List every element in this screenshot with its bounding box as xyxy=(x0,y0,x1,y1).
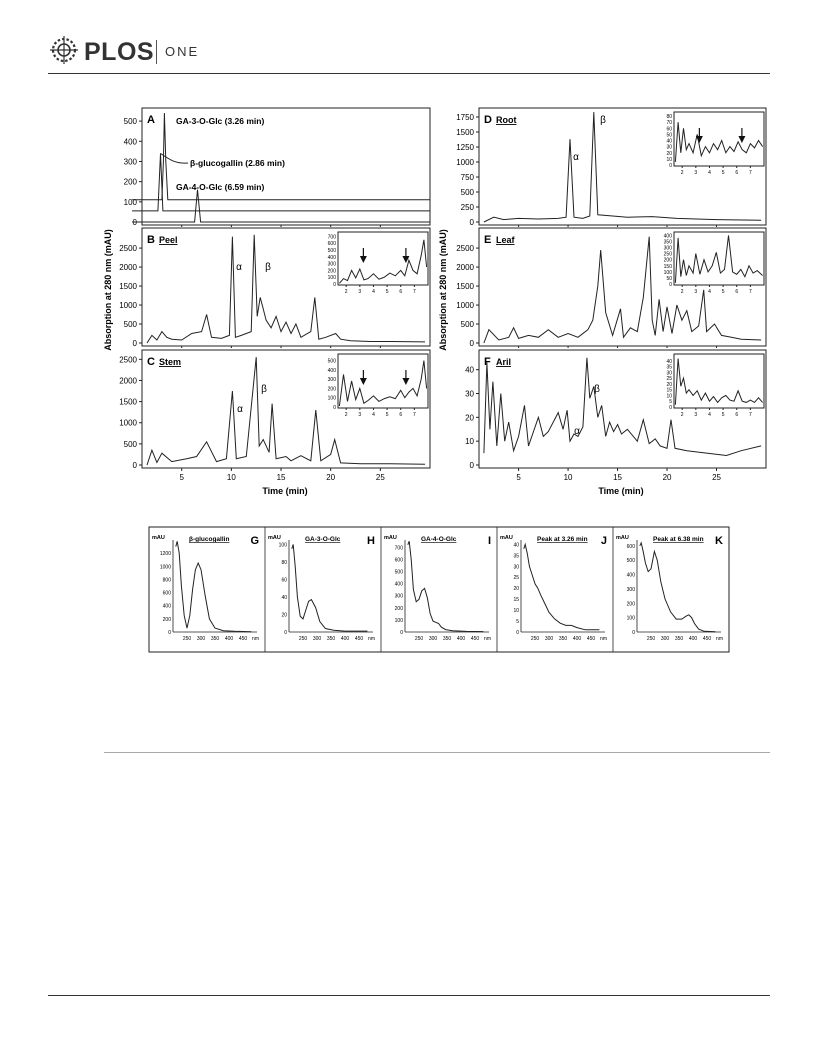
inset-x-tick-label: 4 xyxy=(372,289,375,295)
chromatogram-panel-b xyxy=(119,228,430,348)
inset-x-tick-label: 3 xyxy=(694,289,698,295)
uv-x-tick-label: 250 xyxy=(646,636,656,642)
inset-x-tick-label: 3 xyxy=(358,412,362,418)
inset-y-tick-label: 0 xyxy=(669,282,672,288)
uv-x-tick-label: 350 xyxy=(558,636,568,642)
uv-spectrum-line xyxy=(176,541,252,631)
alpha-label: α xyxy=(573,152,579,163)
inset-x-tick-label: 6 xyxy=(735,289,739,295)
inset-y-tick-label: 600 xyxy=(327,241,336,248)
arrow-down-icon xyxy=(360,370,367,385)
uv-y-tick-label: 100 xyxy=(626,615,635,622)
x-tick-label: 5 xyxy=(516,473,521,482)
uv-y-tick-label: 300 xyxy=(626,586,635,593)
arrow-head xyxy=(360,256,367,263)
uv-y-tick-label: 600 xyxy=(626,543,635,550)
inset-x-tick-label: 5 xyxy=(721,289,725,295)
uv-y-tick-label: 40 xyxy=(513,542,519,549)
inset-x-tick-label: 7 xyxy=(412,289,416,295)
inset-y-tick-label: 0 xyxy=(669,163,672,169)
y-tick-label: 1750 xyxy=(456,113,474,122)
y-tick-label: 500 xyxy=(460,188,474,197)
arrow-head xyxy=(738,136,745,143)
uv-panel-title: GA-4-O-Glc xyxy=(421,536,457,543)
x-tick-label: 10 xyxy=(563,473,573,482)
alpha-label: α xyxy=(574,426,580,437)
inset-y-tick-label: 40 xyxy=(666,358,672,365)
chromatogram-panel-d xyxy=(456,108,766,227)
x-tick-label: 5 xyxy=(179,473,184,482)
x-tick-label: 20 xyxy=(326,473,336,482)
y-tick-label: 30 xyxy=(465,389,474,399)
uv-x-tick-label: 350 xyxy=(210,636,220,642)
uv-x-tick-label: 450 xyxy=(470,636,480,642)
inset-y-tick-label: 500 xyxy=(327,358,336,365)
uv-x-tick-label: 400 xyxy=(572,636,582,642)
inset-y-tick-label: 10 xyxy=(666,156,672,163)
uv-y-tick-label: 0 xyxy=(400,630,403,636)
series-line xyxy=(484,237,761,343)
alpha-label: α xyxy=(236,262,242,273)
peak-annotation: β-glucogallin (2.86 min) xyxy=(190,158,285,168)
x-tick-label: 15 xyxy=(276,473,286,482)
inset-y-tick-label: 100 xyxy=(663,269,672,276)
y-tick-label: 750 xyxy=(460,173,474,182)
uv-y-tick-label: 500 xyxy=(626,558,635,565)
uv-y-tick-label: 35 xyxy=(513,553,519,560)
uv-x-tick-label: 400 xyxy=(224,636,234,642)
inset-x-tick-label: 6 xyxy=(735,412,739,418)
x-tick-label: 10 xyxy=(226,473,236,482)
arrow-down-icon xyxy=(360,248,367,263)
arrow-head xyxy=(402,378,409,385)
y-tick-label: 40 xyxy=(465,365,474,375)
inset-x-tick-label: 2 xyxy=(344,412,348,418)
y-tick-label: 1000 xyxy=(456,158,474,167)
uv-panel-letter: G xyxy=(250,535,259,547)
inset-x-tick-label: 2 xyxy=(680,170,684,176)
inset-e xyxy=(664,232,764,295)
inset-f xyxy=(666,354,764,418)
uv-y-tick-label: 700 xyxy=(394,545,403,552)
peak-annotation: GA-3-O-Glc (3.26 min) xyxy=(176,116,265,126)
inset-y-tick-label: 80 xyxy=(666,114,672,121)
inset-y-tick-label: 250 xyxy=(663,251,672,258)
uv-x-tick-label: 300 xyxy=(660,636,670,642)
inset-x-tick-label: 3 xyxy=(694,412,698,418)
inset-y-tick-label: 200 xyxy=(663,257,672,264)
inset-x-tick-label: 4 xyxy=(372,412,375,418)
uv-panel-title: Peak at 6.38 min xyxy=(653,536,704,543)
inset-x-tick-label: 7 xyxy=(748,412,752,418)
uv-y-tick-label: 1000 xyxy=(159,564,171,571)
uv-panel-i xyxy=(381,527,491,652)
inset-y-tick-label: 35 xyxy=(666,364,672,371)
uv-nm-label: nm xyxy=(600,636,607,642)
uv-spectrum-line xyxy=(524,544,600,629)
inset-y-tick-label: 15 xyxy=(666,387,672,394)
uv-y-tick-label: 1200 xyxy=(159,551,171,558)
chromatogram-panel-c xyxy=(119,350,430,482)
inset-x-tick-label: 6 xyxy=(399,412,403,418)
arrow-head xyxy=(360,378,367,385)
y-tick-label: 2500 xyxy=(456,244,474,254)
panel-letter: C xyxy=(147,356,155,368)
y-axis-label-right: Absorption at 280 nm (mAU) xyxy=(438,229,448,351)
inset-y-tick-label: 100 xyxy=(327,395,336,402)
inset-frame xyxy=(338,232,428,285)
uv-x-tick-label: 250 xyxy=(182,636,192,642)
y-tick-label: 1250 xyxy=(456,143,474,152)
y-tick-label: 200 xyxy=(123,177,137,187)
uv-y-tick-label: 20 xyxy=(281,612,287,619)
x-axis-label-right: Time (min) xyxy=(598,486,644,496)
inset-x-tick-label: 7 xyxy=(748,289,752,295)
inset-series-line xyxy=(675,235,762,282)
uv-y-tick-label: 30 xyxy=(513,564,519,571)
uv-x-tick-label: 450 xyxy=(702,636,712,642)
y-tick-label: 0 xyxy=(132,218,137,227)
inset-y-tick-label: 50 xyxy=(666,132,672,139)
inset-y-tick-label: 25 xyxy=(666,376,672,383)
inset-y-tick-label: 30 xyxy=(666,144,672,151)
uv-panel-letter: J xyxy=(600,535,607,547)
beta-label: β xyxy=(594,384,600,395)
uv-y-tick-label: 300 xyxy=(394,593,403,600)
uv-x-tick-label: 450 xyxy=(354,636,364,642)
uv-x-tick-label: 400 xyxy=(456,636,466,642)
y-tick-label: 500 xyxy=(123,320,137,330)
uv-panel-h xyxy=(265,527,375,652)
uv-y-tick-label: 20 xyxy=(513,586,519,593)
uv-panel-title: β-glucogallin xyxy=(189,536,230,543)
uv-y-tick-label: 5 xyxy=(516,619,519,626)
peak-annotation: GA-4-O-Glc (6.59 min) xyxy=(176,182,265,192)
y-tick-label: 0 xyxy=(469,218,474,227)
inset-x-tick-label: 5 xyxy=(385,412,389,418)
uv-x-tick-label: 300 xyxy=(196,636,206,642)
uv-x-tick-label: 450 xyxy=(586,636,596,642)
uv-panel-letter: K xyxy=(715,535,723,547)
inset-y-tick-label: 100 xyxy=(327,275,336,282)
uv-nm-label: nm xyxy=(716,636,723,642)
y-tick-label: 1500 xyxy=(119,397,137,407)
uv-panel-letter: I xyxy=(487,535,491,547)
journal-logo: PLOS xyxy=(84,38,155,66)
inset-y-tick-label: 20 xyxy=(666,381,672,388)
arrow-head xyxy=(696,136,703,143)
inset-y-tick-label: 0 xyxy=(333,282,336,288)
inset-x-tick-label: 4 xyxy=(708,170,711,176)
uv-y-tick-label: 400 xyxy=(626,572,635,579)
inset-y-tick-label: 300 xyxy=(327,261,336,268)
inset-y-tick-label: 30 xyxy=(666,370,672,377)
y-tick-label: 300 xyxy=(123,157,137,167)
uv-x-tick-label: 250 xyxy=(530,636,540,642)
chromatogram-panel-e xyxy=(456,228,766,348)
y-tick-label: 400 xyxy=(123,137,137,147)
uv-y-tick-label: 100 xyxy=(394,617,403,624)
uv-y-tick-label: 600 xyxy=(394,557,403,564)
uv-nm-label: nm xyxy=(484,636,491,642)
y-tick-label: 1500 xyxy=(119,282,137,292)
uv-y-tick-label: 15 xyxy=(513,597,519,604)
uv-y-tick-label: 10 xyxy=(513,608,519,615)
inset-x-tick-label: 4 xyxy=(708,289,711,295)
inset-b xyxy=(328,232,428,295)
panel-letter: A xyxy=(147,114,155,126)
panel-title: Stem xyxy=(159,357,182,367)
inset-y-tick-label: 500 xyxy=(327,248,336,254)
uv-y-tick-label: 400 xyxy=(394,581,403,588)
inset-series-line xyxy=(339,240,426,283)
uv-panel-title: GA-3-O-Glc xyxy=(305,536,341,543)
uv-nm-label: nm xyxy=(368,636,375,642)
panel-letter: E xyxy=(484,234,492,246)
chromatogram-panel-a xyxy=(124,108,430,227)
inset-y-tick-label: 200 xyxy=(327,268,336,275)
inset-x-tick-label: 5 xyxy=(721,412,725,418)
inset-x-tick-label: 5 xyxy=(721,170,725,176)
uv-unit-label: mAU xyxy=(152,535,165,541)
uv-x-tick-label: 300 xyxy=(312,636,322,642)
uv-y-tick-label: 500 xyxy=(394,569,403,576)
inset-y-tick-label: 300 xyxy=(327,377,336,384)
uv-x-tick-label: 300 xyxy=(428,636,438,642)
uv-spectrum-line xyxy=(408,541,484,631)
uv-panel-g xyxy=(152,535,259,642)
y-tick-label: 1500 xyxy=(456,128,474,137)
uv-y-tick-label: 600 xyxy=(162,590,171,597)
inset-x-tick-label: 4 xyxy=(708,412,711,418)
panel-letter: B xyxy=(147,234,155,246)
inset-y-tick-label: 150 xyxy=(663,263,672,270)
inset-y-tick-label: 700 xyxy=(327,234,336,241)
x-tick-label: 25 xyxy=(375,473,385,482)
inset-x-tick-label: 6 xyxy=(735,170,739,176)
uv-y-tick-label: 80 xyxy=(281,559,287,566)
y-tick-label: 2000 xyxy=(119,263,137,273)
y-tick-label: 20 xyxy=(465,413,474,423)
series-line xyxy=(132,190,430,222)
inset-frame xyxy=(674,232,764,285)
inset-y-tick-label: 5 xyxy=(669,399,672,406)
uv-spectrum-line xyxy=(292,544,368,631)
inset-series-line xyxy=(339,361,426,407)
uv-x-tick-label: 250 xyxy=(298,636,308,642)
uv-x-tick-label: 250 xyxy=(414,636,424,642)
panel-letter: F xyxy=(484,356,491,368)
uv-nm-label: nm xyxy=(252,636,259,642)
panel-title: Root xyxy=(496,115,517,125)
inset-x-tick-label: 2 xyxy=(344,289,348,295)
inset-x-tick-label: 2 xyxy=(680,412,684,418)
x-tick-label: 15 xyxy=(613,473,623,482)
inset-y-tick-label: 400 xyxy=(327,367,336,374)
y-tick-label: 0 xyxy=(132,461,137,470)
y-tick-label: 0 xyxy=(132,339,137,348)
inset-y-tick-label: 40 xyxy=(666,138,672,145)
uv-y-tick-label: 60 xyxy=(281,577,287,584)
uv-spectrum-line xyxy=(640,543,716,632)
y-tick-label: 500 xyxy=(123,439,137,449)
beta-label: β xyxy=(265,262,271,273)
uv-x-tick-label: 400 xyxy=(340,636,350,642)
uv-y-tick-label: 200 xyxy=(394,605,403,612)
series-line xyxy=(147,235,425,343)
alpha-label: α xyxy=(237,404,243,415)
uv-panel-k xyxy=(613,527,723,652)
inset-c xyxy=(328,354,428,418)
panel-title: Peel xyxy=(159,235,178,245)
series-line xyxy=(484,358,761,456)
series-line xyxy=(147,357,425,465)
inset-y-tick-label: 350 xyxy=(663,239,672,246)
y-tick-label: 250 xyxy=(460,203,474,212)
uv-x-tick-label: 450 xyxy=(238,636,248,642)
inset-x-tick-label: 7 xyxy=(412,412,416,418)
uv-x-tick-label: 350 xyxy=(442,636,452,642)
inset-y-tick-label: 60 xyxy=(666,126,672,133)
uv-x-tick-label: 400 xyxy=(688,636,698,642)
inset-y-tick-label: 10 xyxy=(666,393,672,400)
panel-letter: D xyxy=(484,114,492,126)
y-tick-label: 500 xyxy=(460,320,474,330)
uv-x-tick-label: 350 xyxy=(326,636,336,642)
uv-y-tick-label: 400 xyxy=(162,603,171,610)
uv-x-tick-label: 350 xyxy=(674,636,684,642)
inset-y-tick-label: 200 xyxy=(327,386,336,393)
uv-unit-label: mAU xyxy=(616,535,629,541)
inset-y-tick-label: 300 xyxy=(663,245,672,252)
y-tick-label: 2000 xyxy=(456,263,474,273)
journal-name: ONE xyxy=(165,44,200,59)
panel-title: Leaf xyxy=(496,235,515,245)
y-tick-label: 1000 xyxy=(119,418,137,428)
y-tick-label: 2500 xyxy=(119,244,137,254)
y-axis-label-left: Absorption at 280 nm (mAU) xyxy=(103,229,113,351)
inset-y-tick-label: 0 xyxy=(333,405,336,411)
uv-y-tick-label: 0 xyxy=(168,630,171,636)
uv-y-tick-label: 40 xyxy=(281,594,287,601)
y-tick-label: 1500 xyxy=(456,282,474,292)
y-tick-label: 10 xyxy=(465,437,474,447)
uv-y-tick-label: 25 xyxy=(513,575,519,582)
inset-y-tick-label: 400 xyxy=(663,233,672,240)
uv-panel-title: Peak at 3.26 min xyxy=(537,536,588,543)
inset-series-line xyxy=(675,122,762,162)
beta-label: β xyxy=(600,115,606,126)
uv-unit-label: mAU xyxy=(268,535,281,541)
uv-spectra-panels xyxy=(149,527,729,652)
inset-d xyxy=(666,112,764,176)
inset-y-tick-label: 400 xyxy=(327,254,336,261)
uv-y-tick-label: 0 xyxy=(284,630,287,636)
uv-y-tick-label: 0 xyxy=(632,630,635,636)
y-tick-label: 1000 xyxy=(119,301,137,311)
inset-series-line xyxy=(675,359,762,405)
inset-x-tick-label: 6 xyxy=(399,289,403,295)
uv-unit-label: mAU xyxy=(500,535,513,541)
y-tick-label: 0 xyxy=(469,339,474,348)
uv-y-tick-label: 100 xyxy=(278,542,287,549)
uv-panel-j xyxy=(497,527,607,652)
y-tick-label: 0 xyxy=(469,461,474,470)
uv-unit-label: mAU xyxy=(384,535,397,541)
inset-x-tick-label: 3 xyxy=(358,289,362,295)
inset-frame xyxy=(674,112,764,166)
uv-y-tick-label: 200 xyxy=(162,616,171,623)
y-tick-label: 100 xyxy=(123,197,137,207)
y-tick-label: 2000 xyxy=(119,376,137,386)
annotation-leader xyxy=(160,153,188,163)
uv-y-tick-label: 200 xyxy=(626,601,635,608)
y-tick-label: 1000 xyxy=(456,301,474,311)
y-tick-label: 2500 xyxy=(119,355,137,365)
inset-y-tick-label: 70 xyxy=(666,120,672,127)
inset-y-tick-label: 20 xyxy=(666,150,672,157)
x-tick-label: 20 xyxy=(662,473,672,482)
inset-x-tick-label: 2 xyxy=(680,289,684,295)
panel-title: Aril xyxy=(496,357,512,367)
y-tick-label: 500 xyxy=(123,117,137,127)
series-line xyxy=(484,112,761,222)
inset-y-tick-label: 0 xyxy=(669,405,672,411)
arrow-down-icon xyxy=(738,128,745,143)
inset-x-tick-label: 7 xyxy=(748,170,752,176)
x-tick-label: 25 xyxy=(712,473,721,482)
uv-x-tick-label: 300 xyxy=(544,636,554,642)
uv-y-tick-label: 800 xyxy=(162,577,171,584)
inset-y-tick-label: 50 xyxy=(666,275,672,282)
inset-x-tick-label: 3 xyxy=(694,170,698,176)
beta-label: β xyxy=(261,384,267,395)
x-axis-label-left: Time (min) xyxy=(262,486,308,496)
arrow-down-icon xyxy=(402,370,409,385)
uv-panel-letter: H xyxy=(367,535,375,547)
inset-x-tick-label: 5 xyxy=(385,289,389,295)
uv-y-tick-label: 0 xyxy=(516,630,519,636)
